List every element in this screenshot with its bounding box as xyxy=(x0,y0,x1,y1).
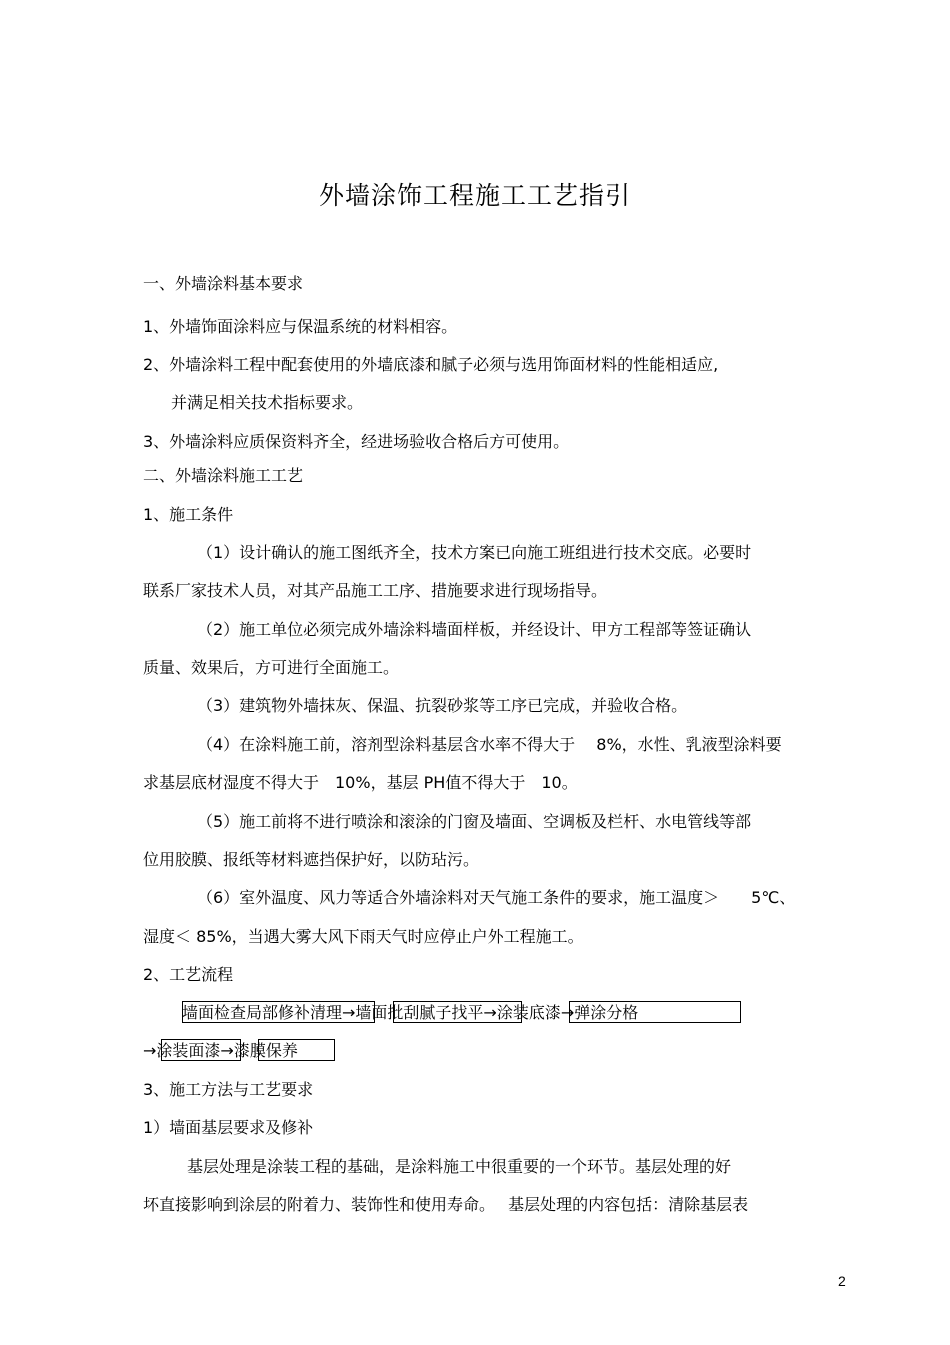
document-title: 外墙涂饰工程施工工艺指引 xyxy=(318,181,631,210)
text-line: 坏直接影响到涂层的附着力、装饰性和使用寿命。 基层处理的内容包括：清除基层表 xyxy=(143,1195,749,1214)
text-line: 湿度＜ 85%，当遇大雾大风下雨天气时应停止户外工程施工。 xyxy=(143,927,584,946)
text-line: 2、外墙涂料工程中配套使用的外墙底漆和腻子必须与选用饰面材料的性能相适应, xyxy=(143,355,719,374)
text-line: （4）在涂料施工前，溶剂型涂料基层含水率不得大于 8%，水性、乳液型涂料要 xyxy=(197,735,782,754)
section-heading-1: 一、外墙涂料基本要求 xyxy=(143,274,304,293)
section-heading-2: 二、外墙涂料施工工艺 xyxy=(143,466,304,485)
text-line: （6）室外温度、风力等适合外墙涂料对天气施工条件的要求，施工温度＞ 5℃、 xyxy=(197,888,796,907)
text-line: 1、外墙饰面涂料应与保温系统的材料相容。 xyxy=(143,317,458,336)
text-line: （3）建筑物外墙抹灰、保温、抗裂砂浆等工序已完成，并验收合格。 xyxy=(197,696,688,715)
text-line: 3、外墙涂料应质保资料齐全，经进场验收合格后方可使用。 xyxy=(143,432,570,451)
text-line: 基层处理是涂装工程的基础，是涂料施工中很重要的一个环节。基层处理的好 xyxy=(187,1157,732,1176)
text-line: 位用胶膜、报纸等材料遮挡保护好，以防玷污。 xyxy=(143,850,480,869)
text-line: （1）设计确认的施工图纸齐全，技术方案已向施工班组进行技术交底。必要时 xyxy=(197,543,752,562)
subsection-heading: 1）墙面基层要求及修补 xyxy=(143,1118,314,1137)
text-line: （5）施工前将不进行喷涂和滚涂的门窗及墙面、空调板及栏杆、水电管线等部 xyxy=(197,812,752,831)
text-line: 联系厂家技术人员，对其产品施工工序、措施要求进行现场指导。 xyxy=(143,581,608,600)
text-line: 并满足相关技术指标要求。 xyxy=(171,393,364,412)
text-line: 质量、效果后，方可进行全面施工。 xyxy=(143,658,400,677)
text-line: 求基层底材湿度不得大于 10%，基层 PH值不得大于 10。 xyxy=(143,773,578,792)
page-number: 2 xyxy=(838,1273,846,1289)
subsection-heading: 3、施工方法与工艺要求 xyxy=(143,1080,314,1099)
text-line: （2）施工单位必须完成外墙涂料墙面样板，并经设计、甲方工程部等签证确认 xyxy=(197,620,752,639)
subsection-heading: 2、工艺流程 xyxy=(143,965,234,984)
process-flow-line-1: 墙面检查局部修补清理→墙面批刮腻子找平→涂装底漆→弹涂分格 xyxy=(182,1003,639,1022)
subsection-heading: 1、施工条件 xyxy=(143,505,234,524)
process-flow-line-2: →涂装面漆→漆膜保养 xyxy=(143,1041,298,1060)
